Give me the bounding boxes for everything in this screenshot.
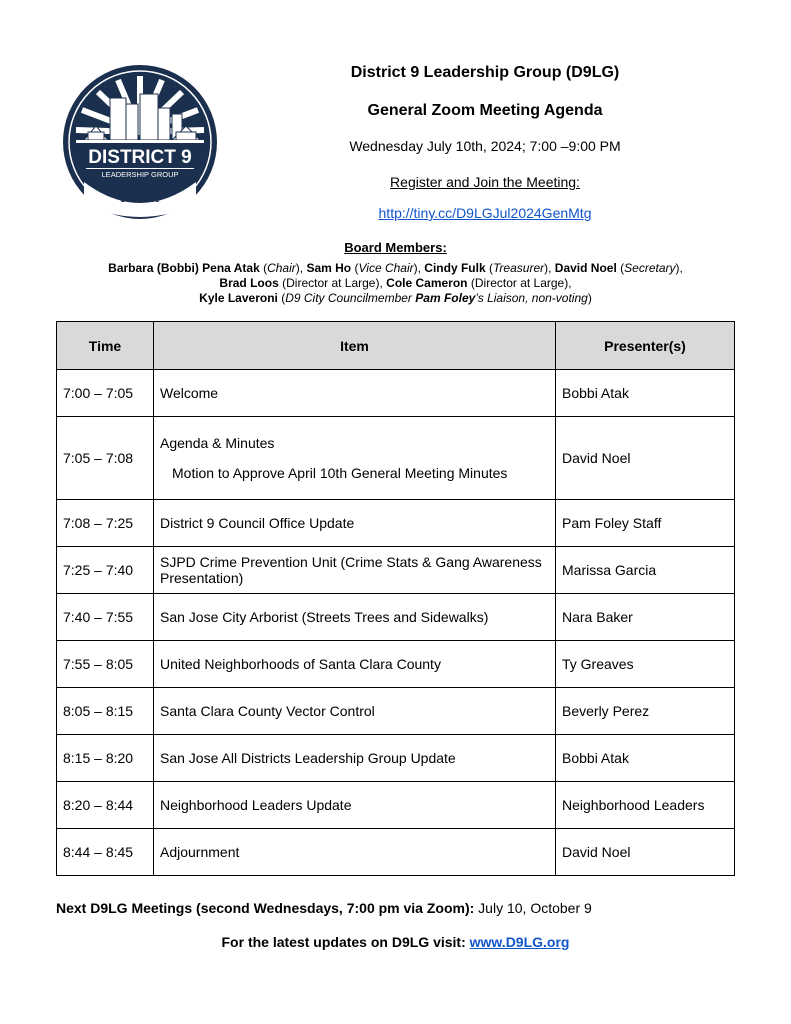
row-presenter: David Noel (556, 417, 735, 500)
row-presenter: Bobbi Atak (556, 735, 735, 782)
row-time: 8:20 – 8:44 (57, 782, 154, 829)
next-meetings-label: Next D9LG Meetings (second Wednesdays, 7:00 pm via Zoom): (56, 900, 475, 916)
agenda-table (56, 321, 735, 876)
member-name: Sam Ho (306, 261, 352, 275)
member-name: Barbara (Bobbi) Pena Atak (108, 261, 260, 275)
table-row (57, 417, 735, 500)
row-subitem: Motion to Approve April 10th General Meeting Minutes (172, 465, 508, 481)
register-label: Register and Join the Meeting: (390, 174, 580, 190)
member-role: Treasurer (492, 261, 545, 275)
row-item: United Neighborhoods of Santa Clara County (154, 641, 556, 688)
row-item: Adjournment (154, 829, 556, 876)
table-header-row (57, 322, 735, 370)
logo-line2: LEADERSHIP GROUP (101, 170, 179, 179)
next-meetings-dates: July 10, October 9 (474, 900, 592, 916)
table-row (57, 782, 735, 829)
website-link[interactable]: www.D9LG.org (469, 934, 570, 950)
row-presenter: Ty Greaves (556, 641, 735, 688)
row-time: 7:08 – 7:25 (57, 500, 154, 547)
table-row (57, 594, 735, 641)
member-role: Director at Large (474, 276, 565, 290)
row-time: 7:00 – 7:05 (57, 370, 154, 417)
member-name: Cindy Fulk (424, 261, 486, 275)
member-name: Brad Loos (219, 276, 279, 290)
table-row (57, 370, 735, 417)
member-name: Kyle Laveroni (199, 291, 278, 305)
table-row (57, 547, 735, 594)
header-presenter: Presenter(s) (556, 322, 735, 370)
header-item: Item (154, 322, 556, 370)
row-item: District 9 Council Office Update (154, 500, 556, 547)
logo-line3: San Jose (120, 194, 160, 204)
row-time: 8:44 – 8:45 (57, 829, 154, 876)
member-role-suffix: ’s Liaison, non-voting (475, 291, 588, 305)
meeting-link[interactable]: http://tiny.cc/D9LGJul2024GenMtg (378, 205, 592, 221)
row-item: Neighborhood Leaders Update (154, 782, 556, 829)
document-title: District 9 Leadership Group (D9LG) (350, 64, 620, 81)
councilmember-name: Pam Foley (415, 291, 476, 305)
row-time: 7:40 – 7:55 (57, 594, 154, 641)
next-meetings (56, 900, 592, 916)
document-subtitle: General Zoom Meeting Agenda (367, 102, 603, 119)
member-role: D9 City Councilmember (285, 291, 412, 305)
member-role: Director at Large (286, 276, 376, 290)
board-line-2: Brad Loos (Director at Large), Cole Cameron (Director at Large), (219, 276, 572, 290)
logo-line1: DISTRICT 9 (88, 147, 192, 168)
row-time: 7:55 – 8:05 (57, 641, 154, 688)
table-row (57, 829, 735, 876)
updates-line (0, 934, 791, 950)
district-9-logo (62, 64, 218, 220)
row-item-cell (154, 417, 556, 500)
updates-label: For the latest updates on D9LG visit: (221, 934, 470, 950)
table-row (57, 735, 735, 782)
row-time: 8:05 – 8:15 (57, 688, 154, 735)
row-item: Welcome (154, 370, 556, 417)
row-presenter: Bobbi Atak (556, 370, 735, 417)
table-row (57, 688, 735, 735)
board-line-1: Barbara (Bobbi) Pena Atak (Chair), Sam Ho (Vice Chair), Cindy Fulk (Treasurer), David Noel (Secretary), (108, 261, 683, 275)
row-item: SJPD Crime Prevention Unit (Crime Stats & Gang Awareness Presentation) (154, 547, 556, 594)
row-presenter: Nara Baker (556, 594, 735, 641)
row-presenter: Marissa Garcia (556, 547, 735, 594)
table-row (57, 500, 735, 547)
row-time: 7:25 – 7:40 (57, 547, 154, 594)
row-presenter: Pam Foley Staff (556, 500, 735, 547)
board-line-3: Kyle Laveroni (D9 City Councilmember Pam Foley’s Liaison, non-voting) (199, 291, 592, 305)
member-role: Vice Chair (358, 261, 414, 275)
row-time: 7:05 – 7:08 (57, 417, 154, 500)
member-role: Chair (267, 261, 296, 275)
row-presenter: David Noel (556, 829, 735, 876)
member-name: Cole Cameron (386, 276, 468, 290)
meeting-date: Wednesday July 10th, 2024; 7:00 –9:00 PM (349, 138, 621, 154)
row-presenter: Beverly Perez (556, 688, 735, 735)
row-item: San Jose City Arborist (Streets Trees and Sidewalks) (154, 594, 556, 641)
row-item: San Jose All Districts Leadership Group Update (154, 735, 556, 782)
row-item: Agenda & Minutes (160, 435, 275, 451)
row-presenter: Neighborhood Leaders (556, 782, 735, 829)
member-role: Secretary (624, 261, 676, 275)
board-heading: Board Members: (344, 240, 447, 255)
row-item: Santa Clara County Vector Control (154, 688, 556, 735)
member-name: David Noel (554, 261, 617, 275)
header-time: Time (57, 322, 154, 370)
row-time: 8:15 – 8:20 (57, 735, 154, 782)
table-row (57, 641, 735, 688)
